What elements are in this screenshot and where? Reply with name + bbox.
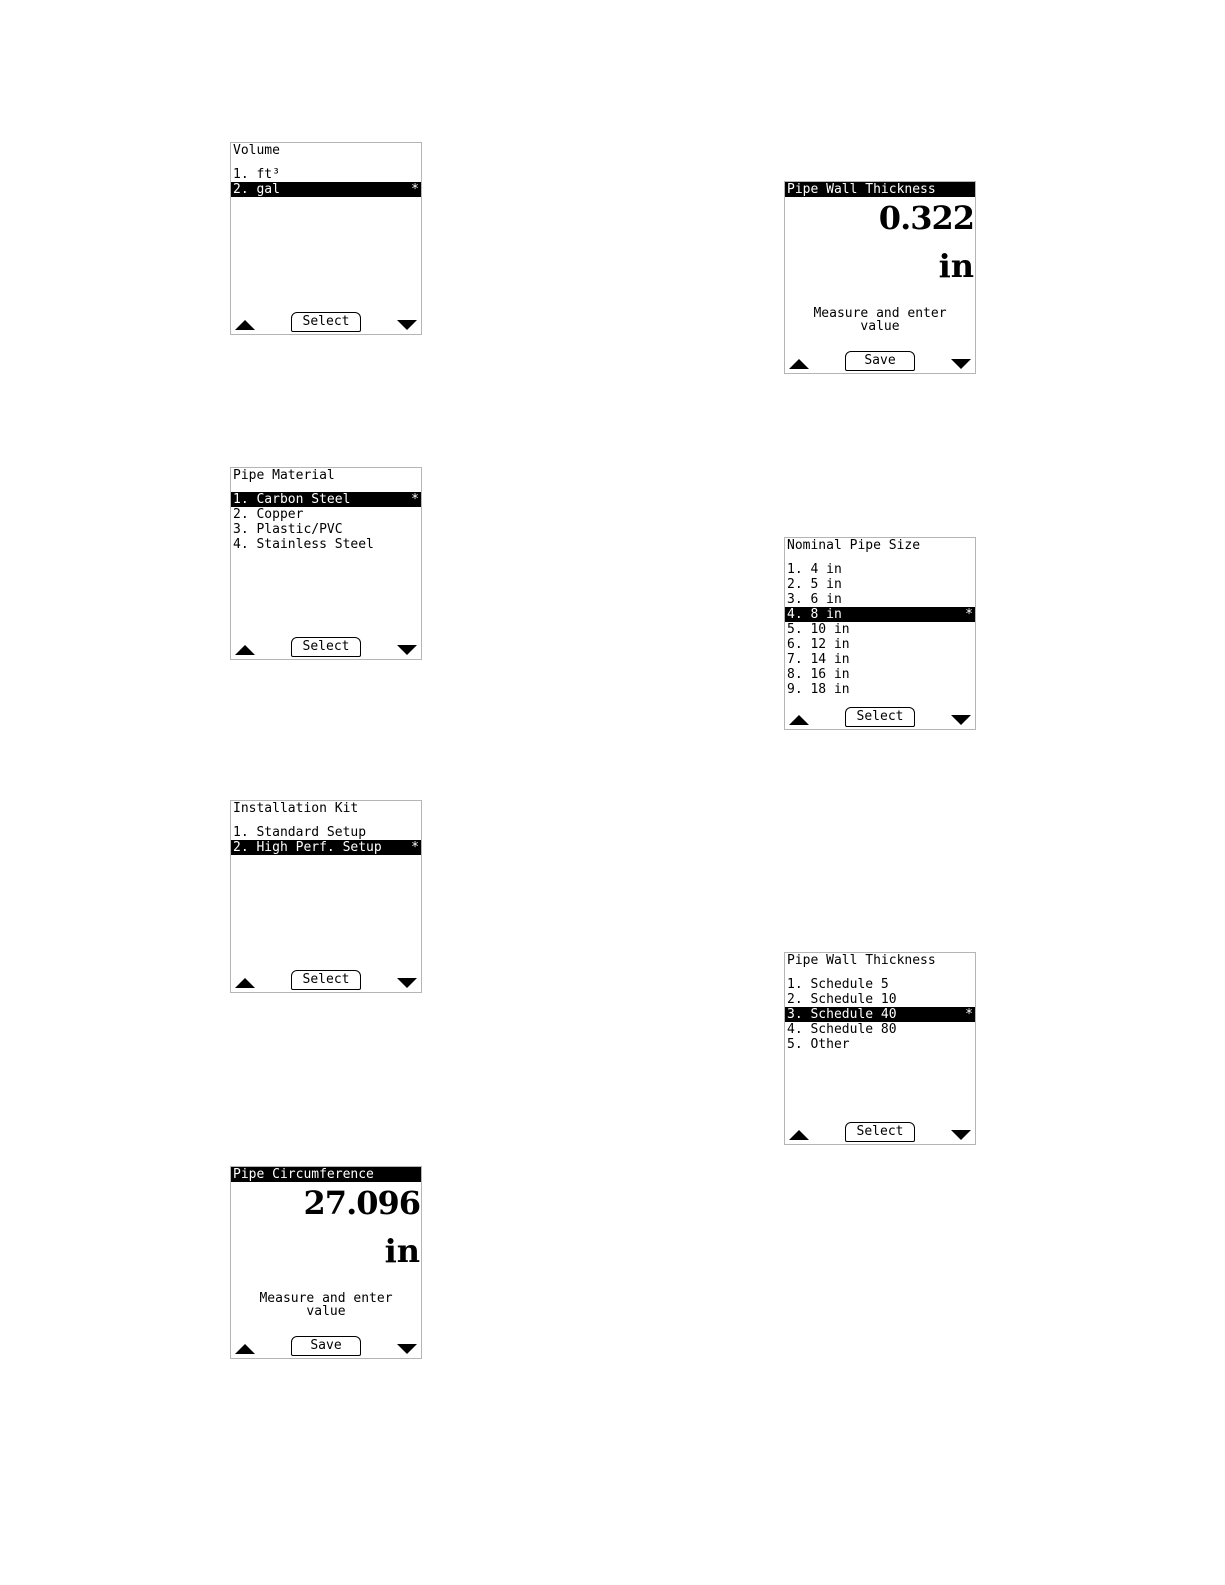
list-item[interactable]: 3. Schedule 40 * bbox=[787, 1007, 973, 1022]
list-item[interactable]: 7. 14 in bbox=[787, 652, 850, 667]
selected-marker: * bbox=[965, 1007, 973, 1022]
list-item[interactable]: 4. 8 in * bbox=[787, 607, 973, 622]
nominal-pipe-size-screen bbox=[784, 537, 976, 730]
installation-kit-screen bbox=[230, 800, 422, 993]
list-item[interactable]: 1. ft³ bbox=[233, 167, 280, 182]
selected-marker: * bbox=[411, 840, 419, 855]
list-item[interactable]: 6. 12 in bbox=[787, 637, 850, 652]
unit-label: in bbox=[938, 247, 974, 285]
select-button[interactable]: Select bbox=[845, 1122, 915, 1142]
select-button[interactable]: Select bbox=[845, 707, 915, 727]
selected-marker: * bbox=[411, 492, 419, 507]
screen-title: Installation Kit bbox=[233, 801, 359, 816]
option-list bbox=[231, 825, 421, 855]
volume-screen bbox=[230, 142, 422, 335]
list-item[interactable]: 1. Carbon Steel * bbox=[233, 492, 419, 507]
screen-title: Volume bbox=[233, 143, 280, 158]
list-item[interactable]: 5. Other bbox=[787, 1037, 850, 1052]
list-item[interactable]: 2. High Perf. Setup * bbox=[233, 840, 419, 855]
list-item[interactable]: 8. 16 in bbox=[787, 667, 850, 682]
instruction-text: Measure and enter value bbox=[813, 306, 947, 334]
save-button[interactable]: Save bbox=[291, 1336, 361, 1356]
select-button[interactable]: Select bbox=[291, 970, 361, 990]
arrow-up-icon[interactable] bbox=[235, 645, 255, 655]
selected-marker: * bbox=[965, 607, 973, 622]
arrow-down-icon[interactable] bbox=[397, 645, 417, 655]
list-item[interactable]: 1. Schedule 5 bbox=[787, 977, 889, 992]
arrow-down-icon[interactable] bbox=[397, 1344, 417, 1354]
arrow-up-icon[interactable] bbox=[789, 1130, 809, 1140]
screen-title: Nominal Pipe Size bbox=[787, 538, 921, 553]
screen-title: Pipe Material bbox=[233, 468, 335, 483]
wall-thickness-value-screen bbox=[784, 181, 976, 374]
list-item[interactable]: 1. Standard Setup bbox=[233, 825, 367, 840]
arrow-up-icon[interactable] bbox=[235, 320, 255, 330]
screen-title: Pipe Wall Thickness bbox=[785, 182, 975, 197]
arrow-up-icon[interactable] bbox=[235, 1344, 255, 1354]
arrow-down-icon[interactable] bbox=[951, 359, 971, 369]
wall-thickness-schedule-screen bbox=[784, 952, 976, 1145]
screen-title: Pipe Circumference bbox=[231, 1167, 421, 1182]
arrow-down-icon[interactable] bbox=[397, 978, 417, 988]
list-item[interactable]: 4. Schedule 80 bbox=[787, 1022, 897, 1037]
option-list bbox=[785, 562, 975, 697]
selected-marker: * bbox=[411, 182, 419, 197]
list-item[interactable]: 2. Schedule 10 bbox=[787, 992, 897, 1007]
option-list bbox=[231, 492, 421, 552]
value-display[interactable]: 0.322 bbox=[878, 199, 974, 237]
arrow-up-icon[interactable] bbox=[789, 359, 809, 369]
list-item[interactable]: 2. gal * bbox=[233, 182, 419, 197]
arrow-down-icon[interactable] bbox=[951, 1130, 971, 1140]
list-item[interactable]: 2. 5 in bbox=[787, 577, 842, 592]
arrow-down-icon[interactable] bbox=[951, 715, 971, 725]
option-list bbox=[231, 167, 421, 197]
select-button[interactable]: Select bbox=[291, 637, 361, 657]
value-display[interactable]: 27.096 bbox=[303, 1184, 420, 1222]
arrow-down-icon[interactable] bbox=[397, 320, 417, 330]
list-item[interactable]: 5. 10 in bbox=[787, 622, 850, 637]
pipe-circumference-screen bbox=[230, 1166, 422, 1359]
pipe-material-screen bbox=[230, 467, 422, 660]
select-button[interactable]: Select bbox=[291, 312, 361, 332]
screen-title: Pipe Wall Thickness bbox=[787, 953, 936, 968]
arrow-up-icon[interactable] bbox=[235, 978, 255, 988]
list-item[interactable]: 2. Copper bbox=[233, 507, 304, 522]
list-item[interactable]: 3. Plastic/PVC bbox=[233, 522, 343, 537]
list-item[interactable]: 4. Stainless Steel bbox=[233, 537, 374, 552]
unit-label: in bbox=[384, 1232, 420, 1270]
arrow-up-icon[interactable] bbox=[789, 715, 809, 725]
list-item[interactable]: 1. 4 in bbox=[787, 562, 842, 577]
list-item[interactable]: 9. 18 in bbox=[787, 682, 850, 697]
instruction-text: Measure and enter value bbox=[259, 1291, 393, 1319]
list-item[interactable]: 3. 6 in bbox=[787, 592, 842, 607]
option-list bbox=[785, 977, 975, 1052]
save-button[interactable]: Save bbox=[845, 351, 915, 371]
